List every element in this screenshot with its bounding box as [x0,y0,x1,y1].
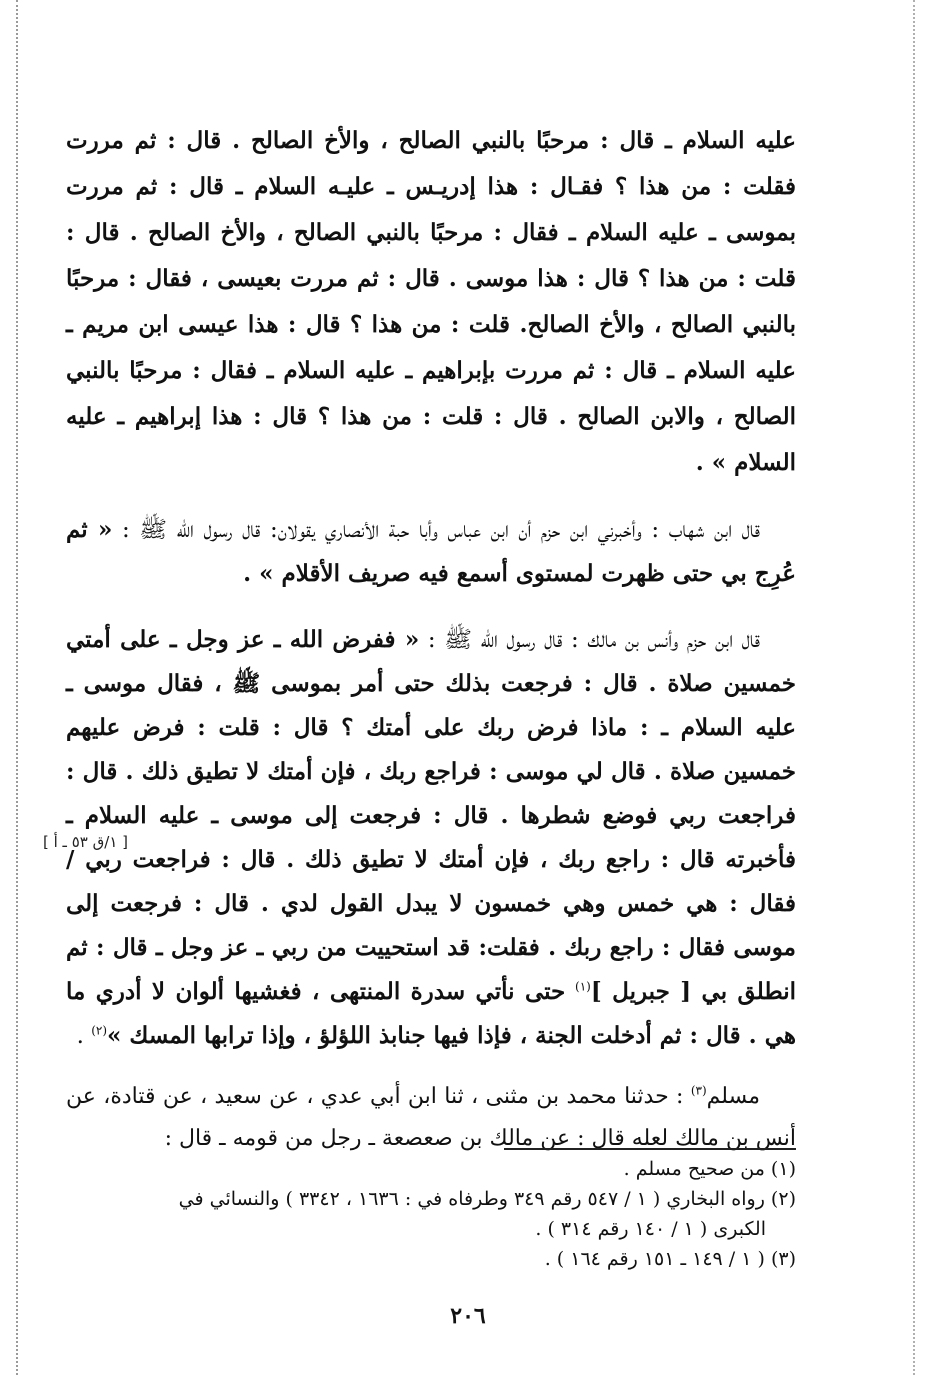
paragraph-1: عليه السلام ـ قال : مرحبًا بالنبي الصالح ، والأخ الصالح . قال : ثم مررت فقلت : من هذا ؟ فقـال : هذا إدريـس ـ عليـه السلام ـ قال : ثم مررت بموسى ـ عليه السلام ـ فقال : مرحبًا بالنبي الصالح ، والأخ الصالح . قال : قلت : من هذا ؟ قال : هذا موسى . قال : ثم مررت بعيسى ، فقال : مرحبًا بالنبي الصالح ، والأخ الصالح. قلت : من هذا ؟ قال : هذا عيسى ابن مريم ـ عليه السلام ـ قال : ثم مررت بإبراهيم ـ عليه السلام ـ فقال : مرحبًا بالنبي الصالح ، والابن الصالح . قال : قلت : من هذا ؟ قال : هذا إبراهيم ـ عليه السلام » . [66,127,796,476]
paragraph-2-intro: قال ابن شهاب : وأخبرني ابن حزم أن ابن عباس وأبا حبة الأنصاري يقولان: قال رسول الله ﷺ : [121,517,760,543]
footnote-divider [504,1148,796,1150]
paragraph-3 [66,618,796,1058]
footnote-1: (١) من صحيح مسلم . [623,1158,796,1180]
footnote-ref-2: (٢) [91,1023,108,1038]
paragraph-2-quote: « ثم عُرِج بي حتى ظهرت لمستوى أسمع فيه صريف الأقلام » . [66,516,796,587]
paragraph-2 [66,508,796,596]
page-number: ٢٠٦ [450,1303,486,1329]
footnote-ref-3: (٣) [690,1083,707,1098]
paragraph-3-quote-a: « ففرض الله ـ عز وجل ـ على أمتي خمسين صلاة . قال : فرجعت بذلك حتى أمر بموسى ﷺ ، فقال موسى ـ عليه السلام ـ : ماذا فرض ربك على أمتك ؟ قال : قلت : فرض عليهم خمسين صلاة . قال لي موسى : فراجع ربك ، فإن أمتك لا تطيق ذلك . قال : فراجعت ربي فوضع شطرها . قال : فرجعت إلى موسى ـ عليه السلام ـ فأخبرته قال : راجع ربك ، فإن أمتك لا تطيق ذلك . قال : فراجعت ربي / فقال : هي خمس وهي خمسون لا يبدل القول لدي . قال : فرجعت إلى موسى فقال : راجع ربك . فقلت: قد استحييت من ربي ـ عز وجل ـ قال : ثم انطلق بي [ جبريل ] [66,626,796,1005]
footnote-2 [66,1184,796,1244]
manuscript-margin-reference: [ ١/ق ٥٣ ـ أ ] [42,833,128,851]
footnote-2-continuation: الكبرى ( ١ / ١٤٠ رقم ٣١٤ ) . [535,1218,766,1240]
paragraph-3-intro: قال ابن حزم وأنس بن مالك : قال رسول الله ﷺ : [427,627,760,653]
page-body [66,118,796,1160]
paragraph-4-isnad: : حدثنا محمد بن مثنى ، ثنا ابن أبي عدي ، عن سعيد ، عن قتادة، عن أنس بن مالك لعله قال : عن مالك بن صعصعة ـ رجل من قومه ـ قال : [66,1084,796,1151]
paragraph-3-end: . [76,1023,92,1049]
paragraph-3-quote-b: حتى نأتي سدرة المنتهى ، فغشيها ألوان لا أدري ما هي . قال : ثم أدخلت الجنة ، فإذا فيها جنابذ اللؤلؤ ، وإذا ترابها المسك » [66,978,796,1049]
scan-edge-left [16,0,18,1375]
footnote-ref-1: (١) [575,979,591,994]
footnote-3: (٣) ( ١ / ١٤٩ ـ ١٥١ رقم ١٦٤ ) . [544,1248,796,1270]
paragraph-4-source: مسلم [706,1084,760,1109]
scan-edge-right [913,0,915,1375]
footnote-2-text: (٢) رواه البخاري ( ١ / ٥٤٧ رقم ٣٤٩ وطرفاه في : ١٦٣٦ ، ٣٣٤٢ ) والنسائي في [178,1188,796,1210]
footnotes [66,1154,796,1274]
